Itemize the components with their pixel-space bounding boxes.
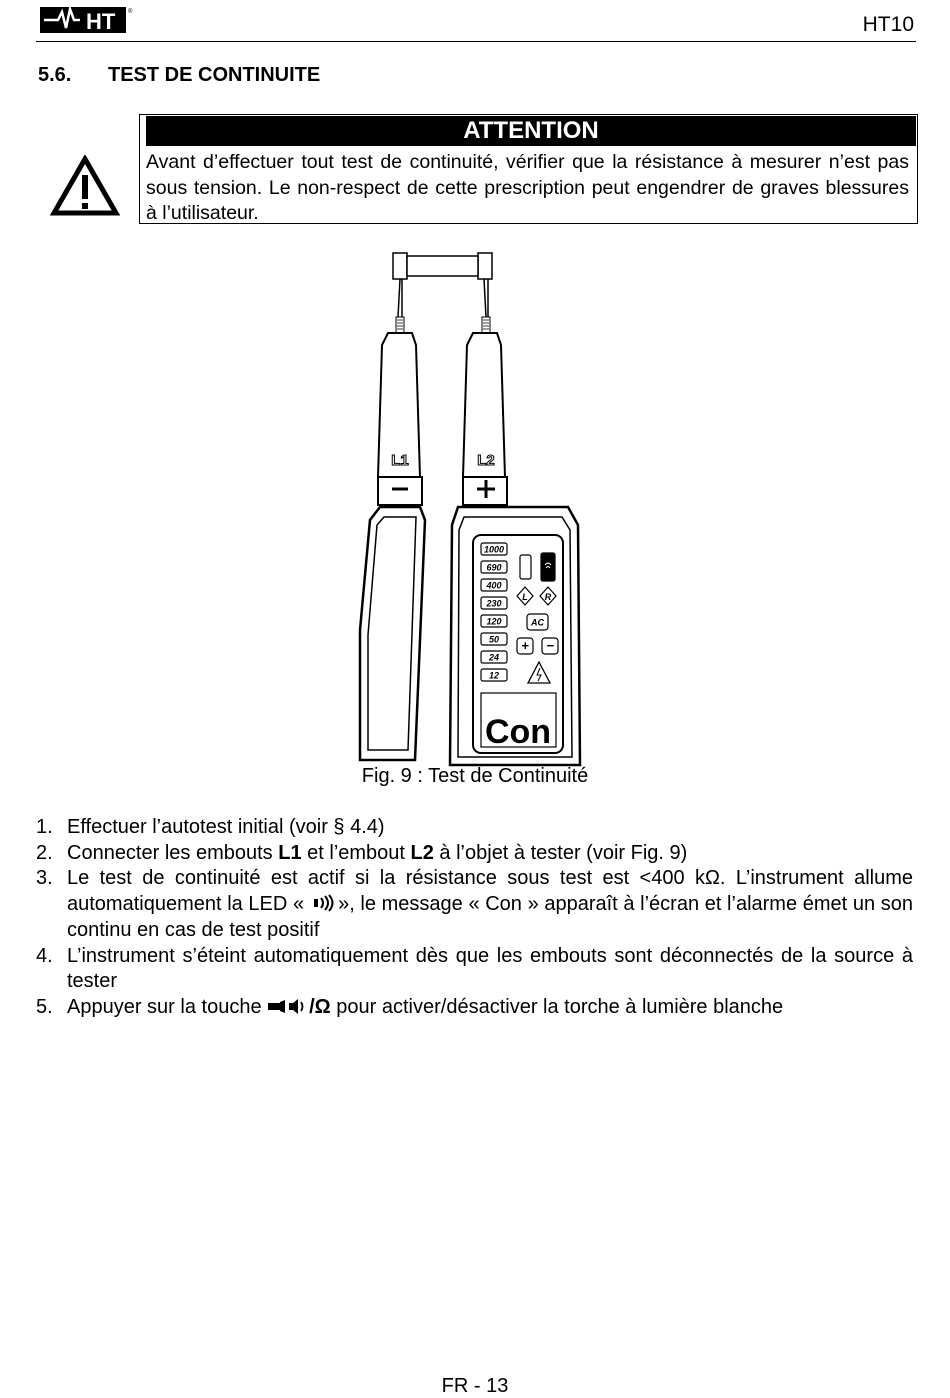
list-item xyxy=(36,944,913,995)
key-label: /Ω xyxy=(309,995,331,1018)
torch-speaker-icon xyxy=(267,998,309,1014)
step-text xyxy=(67,995,913,1021)
resistor-icon xyxy=(393,253,492,279)
svg-text:HT: HT xyxy=(86,9,116,34)
step-number: 1. xyxy=(36,816,53,838)
led-label: 400 xyxy=(486,580,502,591)
led-label: 1000 xyxy=(483,544,505,555)
probe-ref-l2: L2 xyxy=(410,841,434,864)
section-heading xyxy=(38,64,320,87)
list-item xyxy=(36,841,913,867)
step-text xyxy=(67,841,913,867)
led-label: 120 xyxy=(486,616,502,627)
step-text-part: Connecter les embouts xyxy=(67,841,279,864)
page-number: FR - 13 xyxy=(441,1375,509,1397)
step-text-part: à l’objet à tester (voir Fig. 9) xyxy=(433,841,688,864)
step-text: L’instrument s’éteint automatiquement dès que les embouts sont déconnectés de la source à tester xyxy=(67,944,913,993)
step-text-part: Appuyer sur la touche xyxy=(67,995,268,1018)
attention-box xyxy=(139,114,918,224)
step-text-part: », le message « Con » apparaît à l’écran et l’alarme émet un son continu en cas de test positif xyxy=(67,893,913,941)
led-label: 12 xyxy=(488,670,500,681)
attention-title: ATTENTION xyxy=(146,116,916,146)
step-text-part: et l’embout xyxy=(301,841,411,864)
probe-label-l2: L2 xyxy=(477,452,495,469)
step-text-part: Le test de continuité est actif si la résistance sous test est <400 kΩ. L’instrument allume automatiquement la LED « xyxy=(67,867,913,916)
step-text-part: pour activer/désactiver la torche à lumière blanche xyxy=(330,995,784,1018)
tester-figure xyxy=(340,245,600,770)
button-label-l: L xyxy=(522,592,528,602)
step-text: Effectuer l’autotest initial (voir § 4.4) xyxy=(67,816,385,838)
continuity-led-icon xyxy=(304,894,338,912)
section-number: 5.6. xyxy=(38,64,72,86)
section-title: TEST DE CONTINUITE xyxy=(108,64,321,86)
lcd-text: Con xyxy=(484,713,552,751)
led-label: 24 xyxy=(488,652,500,663)
button-label-r: R xyxy=(544,592,552,602)
attention-text: Avant d’effectuer tout test de continuité, vérifier que la résistance à mesurer n’est pas sous tension. Le non-respect de cette prescription peut engendrer de graves blessures à l’utilisateur. xyxy=(146,151,909,224)
step-number: 5. xyxy=(36,995,53,1018)
figure-caption: Fig. 9 : Test de Continuité xyxy=(361,765,589,787)
list-item xyxy=(36,815,913,841)
button-label-plus: + xyxy=(521,638,529,653)
warning-triangle-icon xyxy=(50,155,120,217)
step-text xyxy=(67,866,913,943)
probe-tip-l1 xyxy=(378,279,420,477)
step-number: 4. xyxy=(36,944,53,967)
page-header xyxy=(36,0,916,42)
button-label-minus: − xyxy=(546,638,554,653)
probe-label-l1: L1 xyxy=(391,452,409,469)
step-number: 3. xyxy=(36,867,53,890)
led-label: 230 xyxy=(486,598,502,609)
probe-ref-l1: L1 xyxy=(278,841,302,864)
steps-list xyxy=(36,815,913,1021)
probe-tip-l2 xyxy=(463,279,505,477)
step-number: 2. xyxy=(36,841,53,864)
led-label: 50 xyxy=(488,634,500,645)
button-label-ac: AC xyxy=(531,617,544,628)
led-label: 690 xyxy=(486,562,502,573)
list-item xyxy=(36,866,913,943)
ht-logo-icon xyxy=(40,3,160,35)
list-item xyxy=(36,995,913,1021)
svg-text:®: ® xyxy=(128,9,133,15)
model-name: HT10 xyxy=(862,13,914,36)
